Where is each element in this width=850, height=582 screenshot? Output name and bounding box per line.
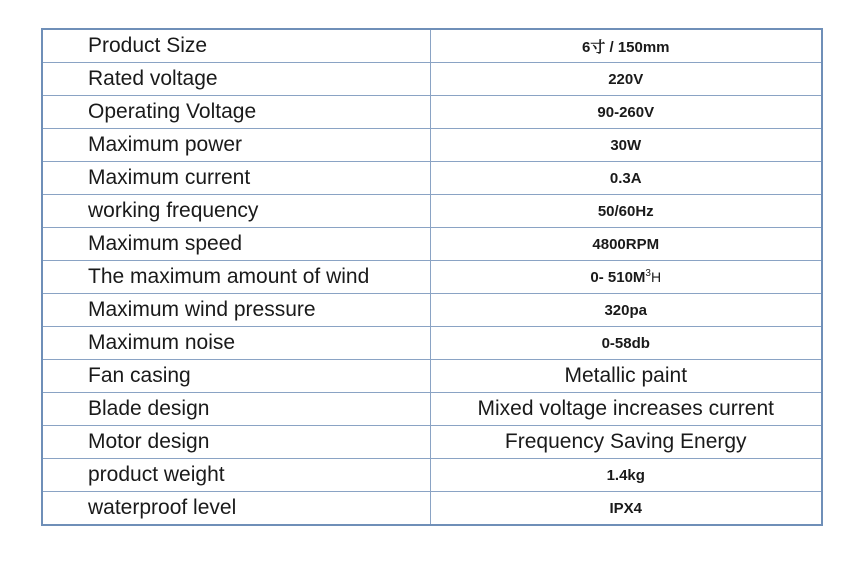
spec-value: 1.4kg — [430, 459, 822, 492]
spec-value: Metallic paint — [430, 360, 822, 393]
spec-label: Maximum noise — [42, 327, 430, 360]
spec-label: Operating Voltage — [42, 96, 430, 129]
table-row — [42, 29, 822, 63]
spec-value: 220V — [430, 63, 822, 96]
spec-value: 0.3A — [430, 162, 822, 195]
table-row — [42, 492, 822, 526]
table-row — [42, 327, 822, 360]
table-row — [42, 96, 822, 129]
table-row — [42, 426, 822, 459]
spec-label: Maximum speed — [42, 228, 430, 261]
spec-value: 30W — [430, 129, 822, 162]
unit-suffix: H — [650, 269, 662, 285]
spec-label: Rated voltage — [42, 63, 430, 96]
spec-value: Mixed voltage increases current — [430, 393, 822, 426]
spec-value: 0-58db — [430, 327, 822, 360]
spec-value: Frequency Saving Energy — [430, 426, 822, 459]
table-row — [42, 294, 822, 327]
spec-label: Motor design — [42, 426, 430, 459]
table-row — [42, 162, 822, 195]
table-row — [42, 360, 822, 393]
spec-table — [41, 28, 823, 526]
spec-label: Fan casing — [42, 360, 430, 393]
table-row — [42, 228, 822, 261]
spec-label: product weight — [42, 459, 430, 492]
superscript: 3 — [645, 268, 651, 279]
spec-value: 0- 510M — [590, 269, 646, 286]
spec-label: working frequency — [42, 195, 430, 228]
table-row — [42, 393, 822, 426]
spec-value: 6寸 / 150mm — [430, 29, 822, 63]
table-row — [42, 261, 822, 294]
spec-value-cell — [430, 261, 822, 294]
spec-value: 4800RPM — [430, 228, 822, 261]
spec-value: IPX4 — [430, 492, 822, 526]
spec-label: Maximum power — [42, 129, 430, 162]
spec-label: Maximum wind pressure — [42, 294, 430, 327]
table-row — [42, 459, 822, 492]
spec-label: The maximum amount of wind — [42, 261, 430, 294]
spec-label: Blade design — [42, 393, 430, 426]
spec-value: 50/60Hz — [430, 195, 822, 228]
spec-value: 90-260V — [430, 96, 822, 129]
table-row — [42, 129, 822, 162]
spec-label: Product Size — [42, 29, 430, 63]
table-row — [42, 195, 822, 228]
spec-value: 320pa — [430, 294, 822, 327]
spec-label: Maximum current — [42, 162, 430, 195]
table-row — [42, 63, 822, 96]
spec-label: waterproof level — [42, 492, 430, 526]
